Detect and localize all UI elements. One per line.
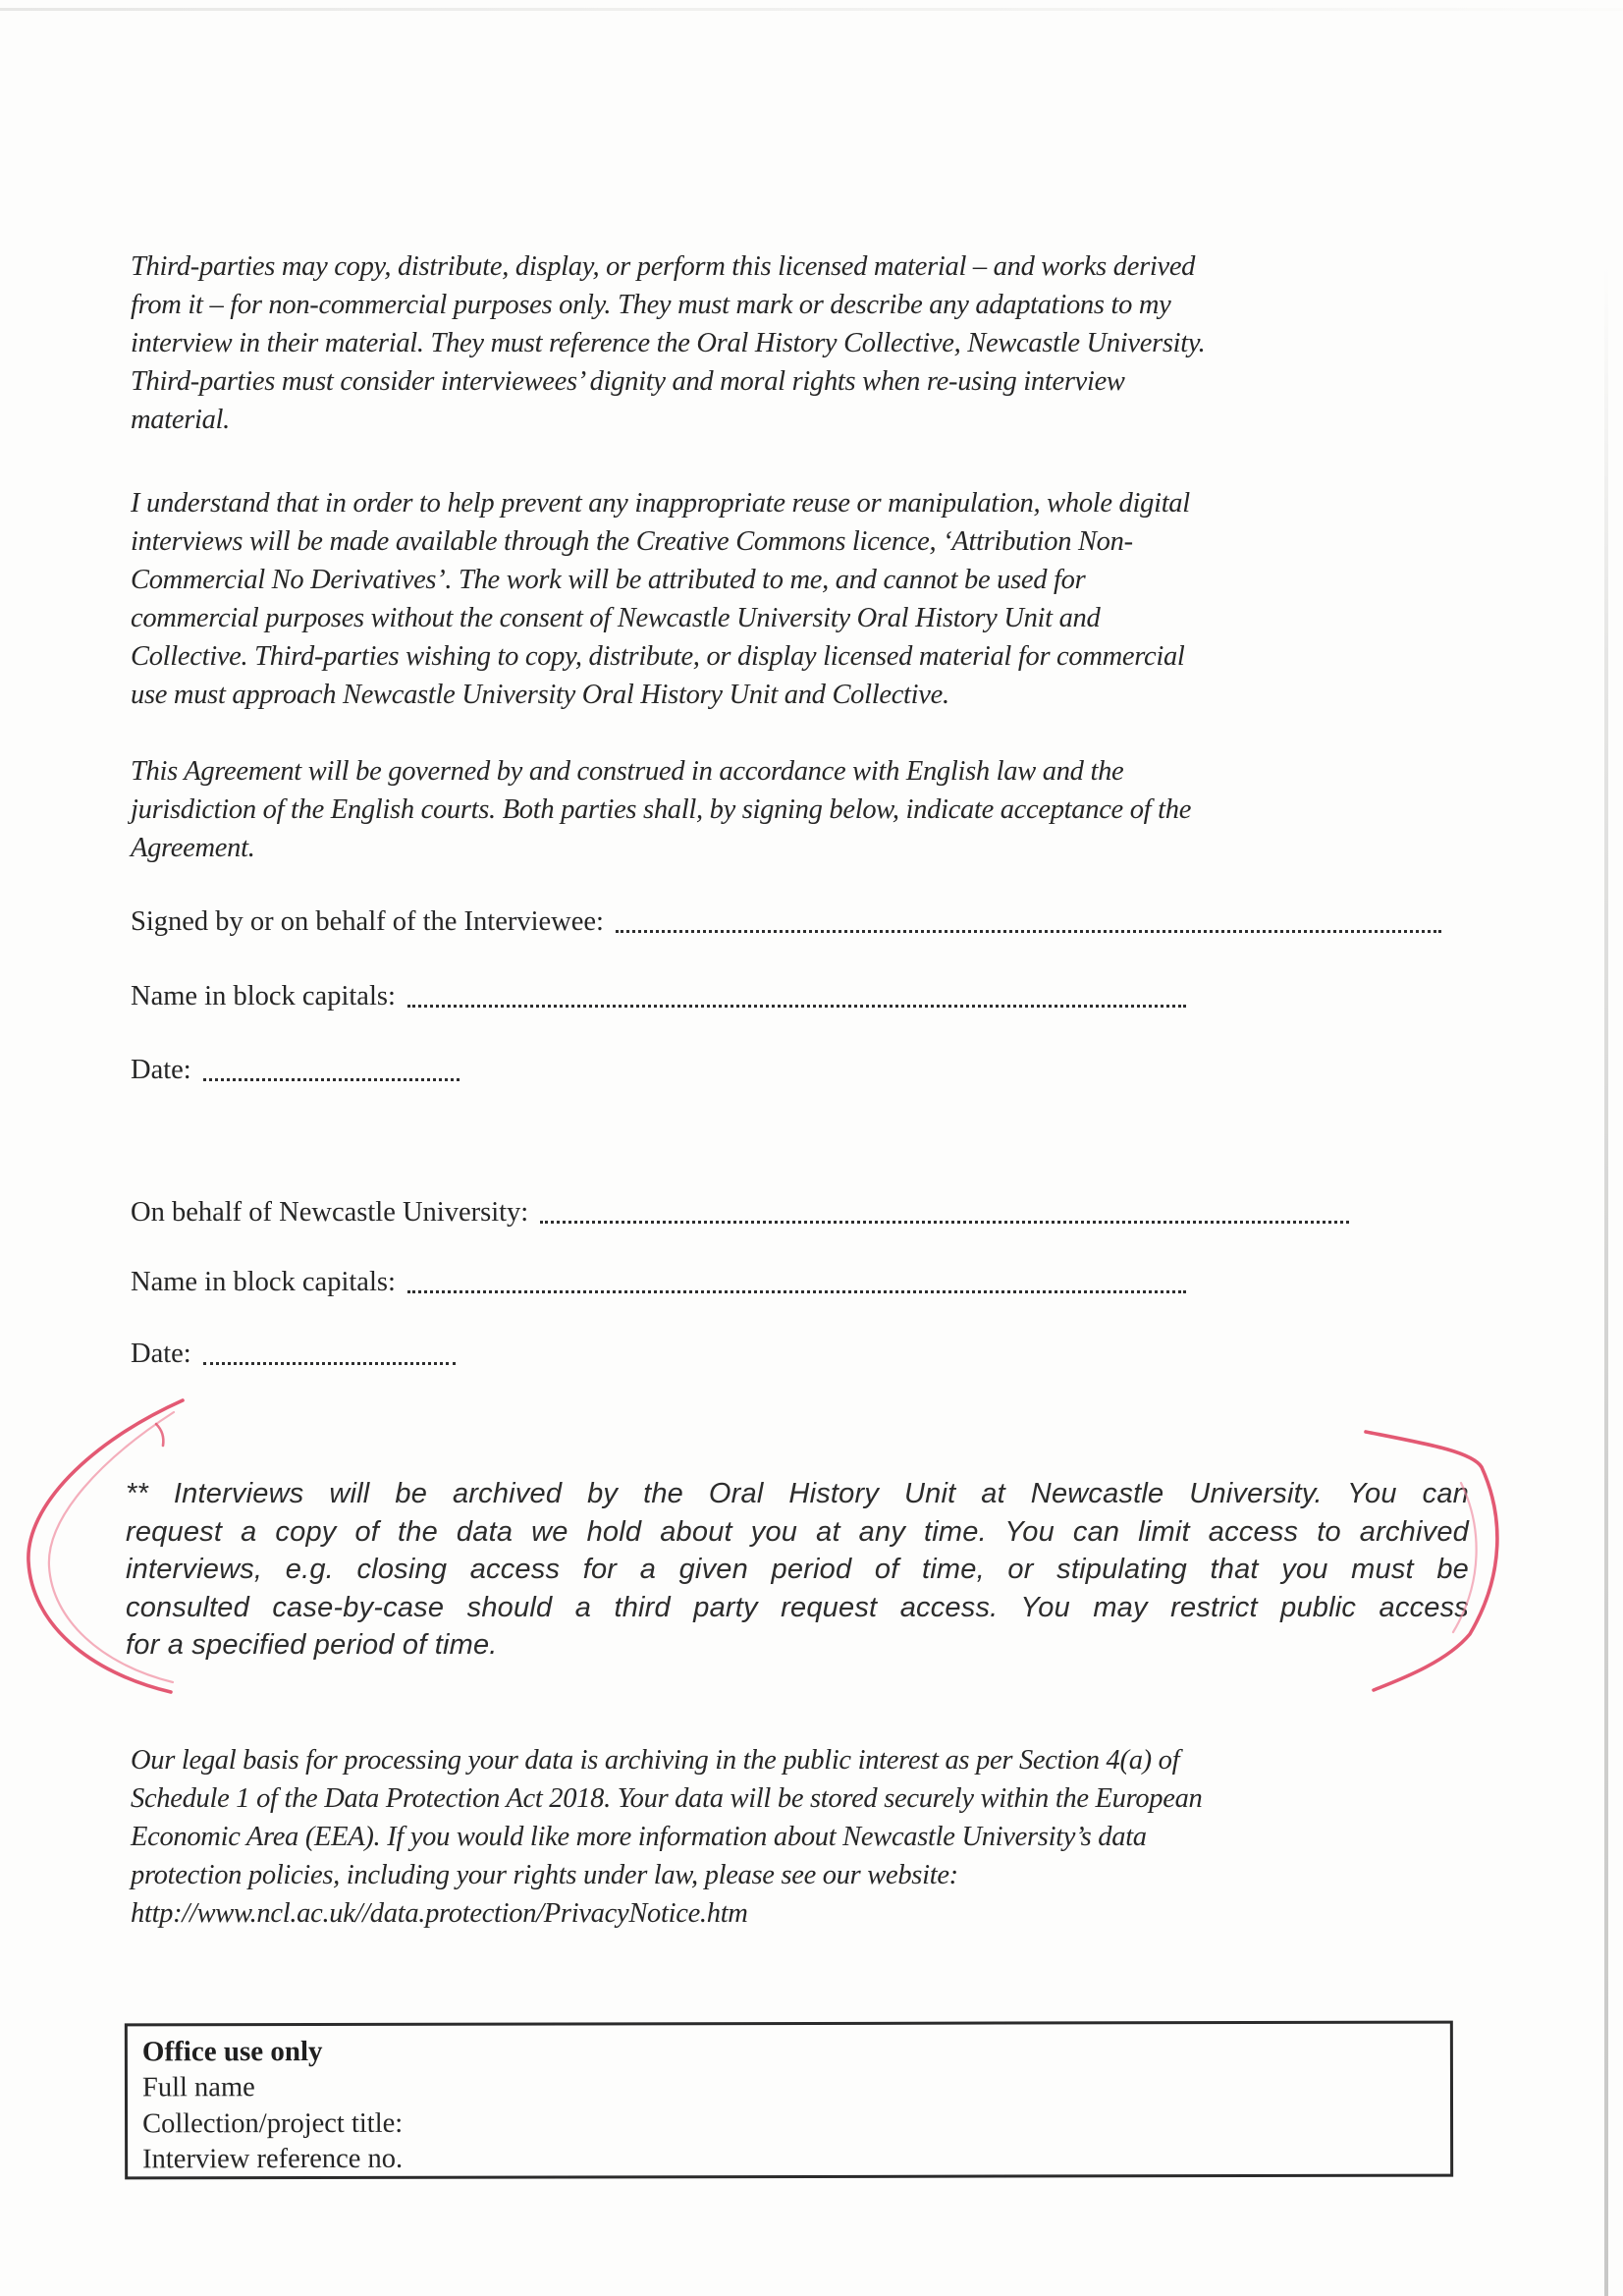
- name-university-dotted-line: [407, 1290, 1186, 1293]
- signature-interviewee-label: Signed by or on behalf of the Interviewee:: [131, 906, 604, 937]
- text-line: protection policies, including your rights under law, please see our website:: [131, 1860, 958, 1890]
- date-row-interviewee: [131, 1054, 460, 1087]
- name-interviewee-label: Name in block capitals:: [131, 981, 396, 1011]
- text-line: for a specified period of time.: [126, 1629, 498, 1661]
- date-interviewee-dotted-line: [203, 1078, 460, 1081]
- text-line: Agreement.: [131, 833, 255, 863]
- signature-row-interviewee: [131, 905, 1441, 939]
- text-line: Third-parties may copy, distribute, display, or perform this licensed material – and works derived: [131, 251, 1196, 282]
- text-line: Interview reference no.: [142, 2143, 404, 2175]
- name-row-interviewee: [131, 980, 1186, 1013]
- text-line: Full name: [141, 2072, 255, 2104]
- text-line: ** Interviews will be archived by the Oral History Unit at Newcastle University. You can: [126, 1478, 1469, 1509]
- name-university-label: Name in block capitals:: [131, 1267, 396, 1297]
- paragraph-license-terms: [131, 247, 1206, 439]
- text-line: commercial purposes without the consent of Newcastle University Oral History Unit and: [131, 603, 1101, 633]
- paragraph-governing-law: [131, 752, 1191, 867]
- office-use-title: Office use only: [141, 2035, 323, 2068]
- signature-university-label: On behalf of Newcastle University:: [131, 1197, 529, 1228]
- text-line: Schedule 1 of the Data Protection Act 2018. Your data will be stored securely within the European: [131, 1783, 1203, 1814]
- date-university-label: Date:: [131, 1339, 191, 1369]
- text-line: This Agreement will be governed by and construed in accordance with English law and the: [131, 756, 1124, 787]
- text-line: interviews will be made available through the Creative Commons licence, ‘Attribution Non-: [131, 526, 1133, 557]
- date-interviewee-label: Date:: [131, 1055, 191, 1085]
- text-line: consulted case-by-case should a third party request access. You may restrict public access: [126, 1591, 1469, 1623]
- name-interviewee-dotted-line: [407, 1005, 1186, 1008]
- text-line: interview in their material. They must reference the Oral History Collective, Newcastle University.: [131, 328, 1206, 358]
- scan-edge-artifact-top: [0, 8, 1623, 11]
- signature-university-dotted-line: [540, 1221, 1349, 1224]
- text-line: Commercial No Derivatives’. The work will be attributed to me, and cannot be used for: [131, 565, 1086, 595]
- text-line: Collection/project title:: [142, 2107, 404, 2139]
- text-line: interviews, e.g. closing access for a given period of time, or stipulating that you must be: [126, 1554, 1469, 1585]
- text-line: Collective. Third-parties wishing to copy, distribute, or display licensed material for commercial: [131, 641, 1185, 672]
- text-line: Economic Area (EEA). If you would like more information about Newcastle University’s data: [131, 1822, 1147, 1852]
- text-line: use must approach Newcastle University Oral History Unit and Collective.: [131, 680, 949, 710]
- paragraph-legal-basis: [131, 1741, 1203, 1933]
- text-line: Third-parties must consider interviewees’ dignity and moral rights when re-using interview: [131, 366, 1125, 397]
- office-use-rows: [142, 2068, 1450, 2178]
- text-line: request a copy of the data we hold about you at any time. You can limit access to archived: [126, 1515, 1469, 1548]
- text-line: material.: [131, 405, 231, 435]
- signature-interviewee-dotted-line: [616, 930, 1441, 933]
- text-line: from it – for non-commercial purposes only. They must mark or describe any adaptations to my: [131, 290, 1171, 320]
- paragraph-archive-note: [126, 1475, 1469, 1665]
- paragraph-creative-commons: [131, 484, 1190, 714]
- date-university-dotted-line: [203, 1362, 456, 1365]
- office-use-box: [125, 2021, 1453, 2180]
- text-line: I understand that in order to help prevent any inappropriate reuse or manipulation, whole digital: [131, 488, 1190, 519]
- signature-row-university: [131, 1196, 1349, 1230]
- date-row-university: [131, 1338, 456, 1371]
- text-line: Our legal basis for processing your data is archiving in the public interest as per Section 4(a) of: [131, 1745, 1180, 1776]
- name-row-university: [131, 1266, 1186, 1299]
- text-line: http://www.ncl.ac.uk//data.protection/PrivacyNotice.htm: [131, 1898, 748, 1929]
- red-pen-hook: [156, 1424, 163, 1446]
- text-line: jurisdiction of the English courts. Both parties shall, by signing below, indicate acceptance of the: [131, 794, 1192, 825]
- scan-edge-artifact-right: [1604, 265, 1608, 2296]
